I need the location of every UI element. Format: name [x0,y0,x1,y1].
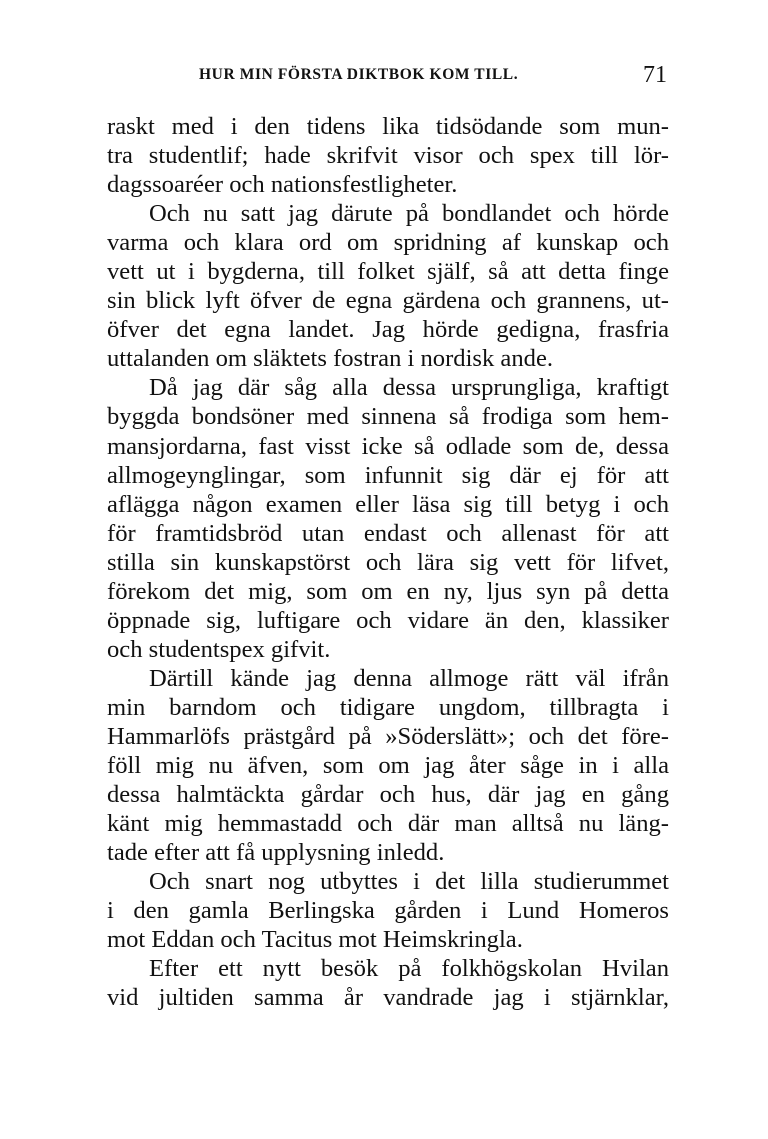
text-line: Och nu satt jag därute på bondlandet och hörde [149,200,669,228]
text-line: för framtidsbröd utan endast och allenast för att [107,519,669,547]
text-line: öfver det egna landet. Jag hörde gedigna, frasfria [107,316,669,344]
text-line: dessa halmtäckta gårdar och hus, där jag en gång [107,781,669,809]
text-line: dagssoaréer och nationsfestligheter. [107,171,458,199]
text-line: öppnade sig, luftigare och vidare än den, klassiker [107,606,669,634]
text-line: vett ut i bygderna, till folket själf, så att detta finge [107,258,669,286]
text-line: känt mig hemmastadd och där man alltså nu läng- [107,810,669,838]
text-line: aflägga någon examen eller läsa sig till betyg i och [107,490,669,518]
text-line: allmogeynglingar, som infunnit sig där ej för att [107,461,669,489]
page-number: 71 [643,62,667,88]
text-line: stilla sin kunskapstörst och lära sig vett för lifvet, [107,548,669,576]
text-line: Då jag där såg alla dessa ursprungliga, kraftigt [149,374,669,402]
text-line: Därtill kände jag denna allmoge rätt väl ifrån [149,664,669,692]
text-line: vid jultiden samma år vandrade jag i stjärnklar, [107,984,669,1012]
page-header [107,62,669,98]
running-title: HUR MIN FÖRSTA DIKTBOK KOM TILL. [199,66,519,83]
body-text [107,112,669,1012]
text-line: mot Eddan och Tacitus mot Heimskringla. [107,926,523,954]
text-line: föll mig nu äfven, som om jag åter såge in i alla [107,752,669,780]
text-line: mansjordarna, fast visst icke så odlade som de, dessa [107,432,669,460]
text-line: tade efter att få upplysning inledd. [107,839,445,867]
text-line: och studentspex gifvit. [107,635,331,663]
text-line: uttalanden om släktets fostran i nordisk ande. [107,345,554,373]
text-line: i den gamla Berlingska gården i Lund Homeros [107,897,669,925]
text-line: Hammarlöfs prästgård på »Söderslätt»; och det före- [107,722,669,750]
text-line: raskt med i den tidens lika tidsödande som mun- [107,113,669,140]
text-line: byggda bondsöner med sinnena så frodiga som hem- [107,403,669,431]
text-line: Och snart nog utbyttes i det lilla studierummet [149,868,669,896]
text-line: min barndom och tidigare ungdom, tillbragta i [107,693,669,721]
text-line: förekom det mig, som om en ny, ljus syn på detta [107,577,669,605]
text-line: tra studentlif; hade skrifvit visor och spex till lör- [107,142,669,170]
book-page [107,62,669,1012]
text-line: varma och klara ord om spridning af kunskap och [107,229,669,257]
text-line: Efter ett nytt besök på folkhögskolan Hvilan [149,955,669,983]
text-line: sin blick lyft öfver de egna gärdena och grannens, ut- [107,287,669,315]
